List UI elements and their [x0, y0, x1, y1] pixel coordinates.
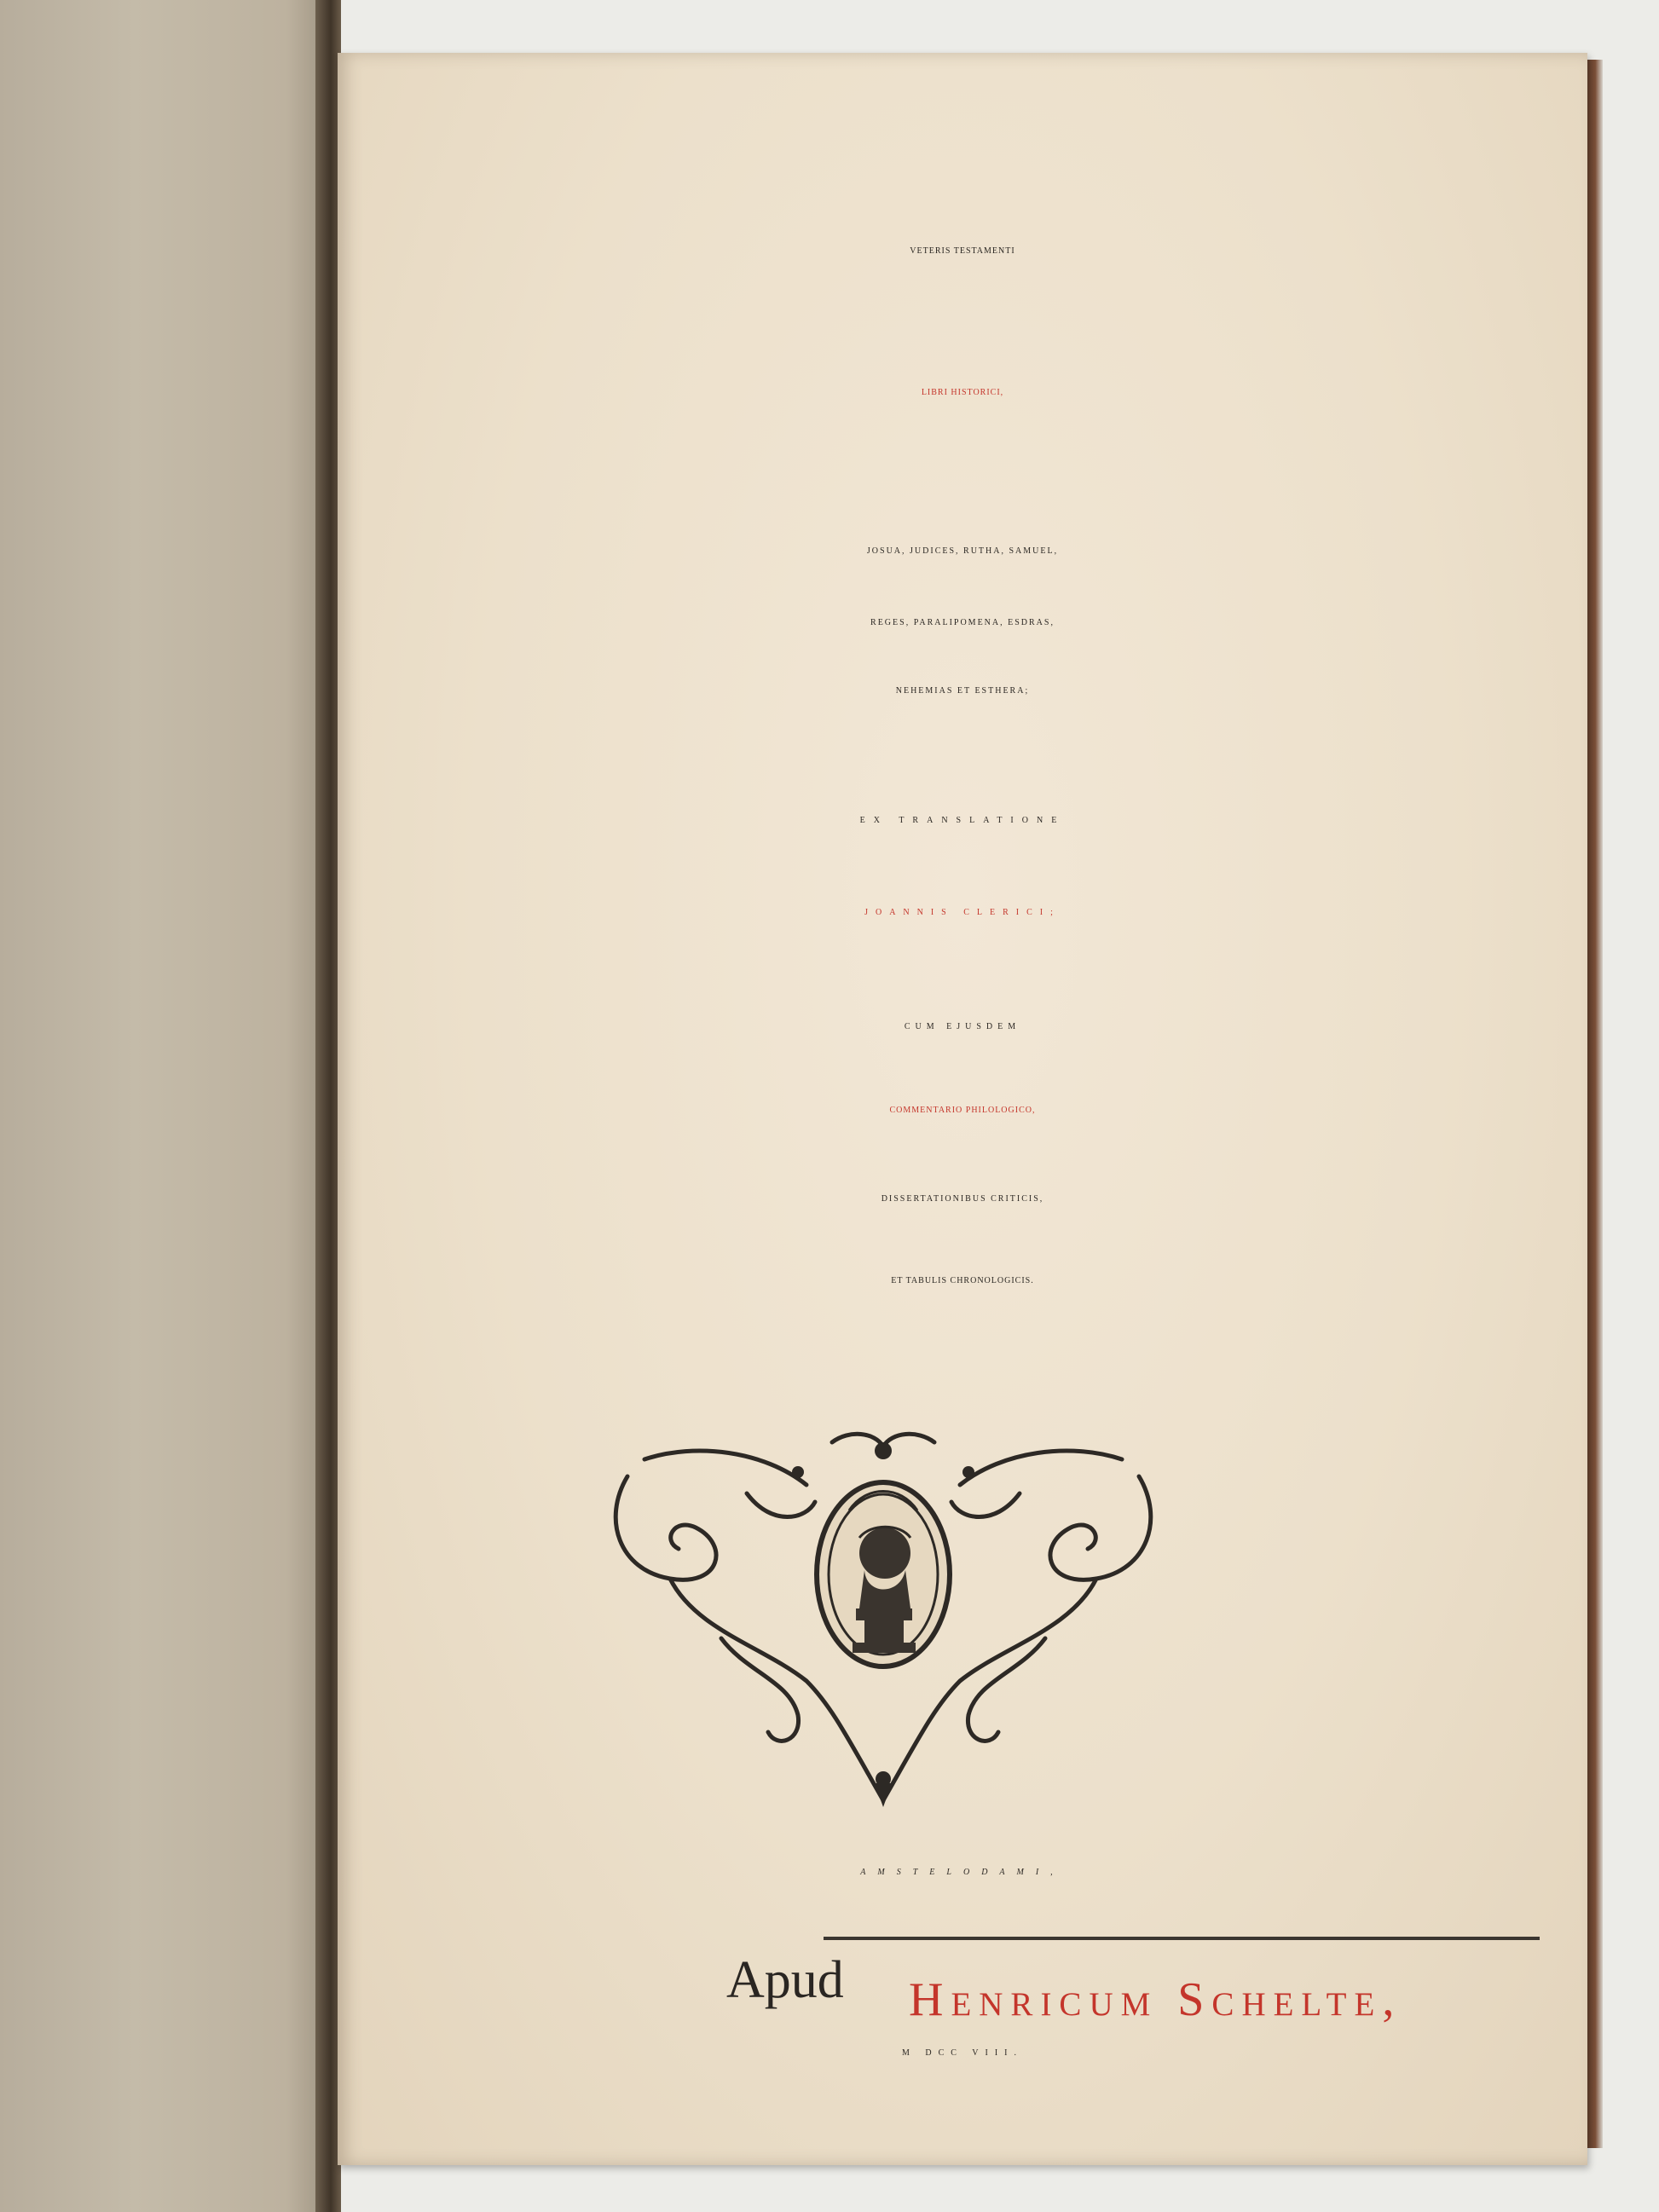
books-line-2: REGES, PARALIPOMENA, ESDRAS, [870, 618, 1055, 627]
printer-name: Henricum Schelte, [909, 1973, 1402, 2026]
commentary-line: COMMENTARIO PHILOLOGICO, [889, 1106, 1036, 1115]
tables-line: ET TABULIS CHRONOLOGICIS. [891, 1276, 1034, 1285]
books-line-3: NEHEMIAS ET ESTHERA; [895, 686, 1030, 696]
cum-ejusdem-line: CUM EJUSDEM [904, 1022, 1021, 1031]
dissertations-line: DISSERTATIONIBUS CRITICIS, [881, 1194, 1044, 1204]
place-of-publication: AMSTELODAMI, [860, 1868, 1065, 1877]
publication-year: M DCC VIII. [902, 2048, 1023, 2058]
imprint-rule [824, 1937, 1540, 1940]
title-page [338, 53, 1587, 2165]
left-page [0, 0, 337, 2212]
apud-label: Apud [726, 1951, 844, 2009]
ornament-icon [593, 1425, 1173, 1809]
author-line: JOANNIS CLERICI; [864, 908, 1061, 917]
translation-line: EX TRANSLATIONE [859, 816, 1066, 825]
title-line-1: VETERIS TESTAMENTI [910, 246, 1015, 256]
books-line-1: JOSUA, JUDICES, RUTHA, SAMUEL, [866, 546, 1059, 556]
title-line-2: LIBRI HISTORICI, [921, 388, 1004, 397]
